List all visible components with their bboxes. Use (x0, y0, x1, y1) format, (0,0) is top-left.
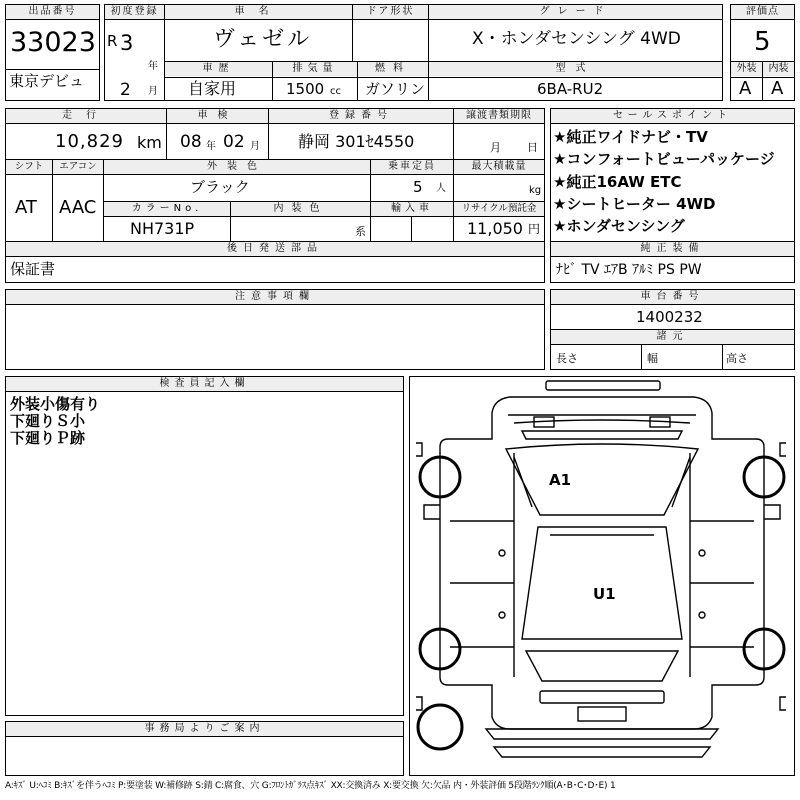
year-number: 3 (120, 31, 134, 55)
shift-value: AT (15, 197, 37, 218)
month-unit: 月 (148, 86, 158, 97)
color-value: ブラック (190, 178, 250, 196)
score-value: 5 (754, 27, 771, 57)
grade-value: X・ホンダセンシング 4WD (472, 29, 681, 49)
displacement-value: 1500 (286, 80, 325, 98)
equipment-header: 純正装備 (551, 242, 794, 256)
damage-mark: U1 (593, 585, 616, 603)
mileage-unit: km (137, 133, 162, 152)
color-header: 外装色 (104, 160, 370, 174)
transfer-header: 譲渡書類期限 (454, 109, 544, 123)
details-section (5, 108, 545, 242)
model-value: 6BA-RU2 (537, 80, 604, 98)
month-number: 2 (120, 80, 131, 100)
exterior-score: A (739, 78, 752, 99)
later-parts-header: 後日発送部品 (6, 242, 544, 256)
sales-point-item: ★純正16AW ETC (553, 173, 682, 191)
inspection-month-unit: 月 (250, 141, 260, 152)
fuel-value: ガソリン (365, 80, 426, 98)
int-color-header: 内装色 (231, 202, 370, 216)
width-label: 幅 (647, 352, 658, 365)
shift-header: シフト (6, 160, 52, 174)
transfer-month-unit: 月 (490, 141, 501, 154)
interior-score: A (771, 78, 784, 99)
history-value: 自家用 (188, 79, 237, 98)
mileage-value: 10,829 (55, 131, 124, 152)
length-label: 長さ (556, 352, 578, 365)
mileage-header: 走行 (6, 109, 166, 123)
history-header: 車歴 (165, 62, 272, 76)
damage-mark: A1 (549, 471, 572, 489)
score-header: 評価点 (731, 5, 794, 19)
lot-no-header: 出品番号 (6, 5, 99, 19)
interior-header: 内装 (763, 62, 794, 76)
office-header: 事務局よりご案内 (6, 722, 403, 736)
ac-value: AAC (59, 197, 97, 218)
door-header: ドア形状 (353, 5, 428, 19)
sales-points-header: セールスポイント (551, 109, 794, 123)
ac-header: エアコン (53, 160, 103, 174)
inspector-note: 下廻りＳ小 (10, 412, 86, 430)
import-header: 輸入車 (371, 202, 453, 216)
year-unit: 年 (148, 61, 158, 72)
recycle-value: 11,050 (467, 219, 523, 238)
inspector-note: 外装小傷有り (10, 395, 101, 413)
inspection-year-unit: 年 (206, 141, 216, 152)
caution-header: 注意事項欄 (6, 290, 544, 304)
sales-point-item: ★ホンダセンシング (553, 217, 685, 235)
chassis-value: 1400232 (636, 308, 703, 326)
color-no-value: NH731P (130, 219, 195, 238)
fuel-header: 燃料 (358, 62, 428, 76)
displacement-header: 排気量 (273, 62, 357, 76)
car-name: ヴェゼル (213, 27, 313, 52)
sales-point-item: ★コンフォートビューパッケージ (553, 150, 775, 168)
era-letter: R (107, 32, 118, 50)
load-header: 最大積載量 (454, 160, 544, 174)
inspection-year: 08 (180, 132, 202, 152)
chassis-header: 車台番号 (551, 290, 794, 304)
inspection-header: 車検 (167, 109, 268, 123)
lot-number: 33023 (10, 27, 96, 58)
int-color-unit: 系 (355, 225, 366, 238)
inspection-month: 02 (223, 132, 245, 152)
capacity-header: 乗車定員 (371, 160, 453, 174)
car-diagram (409, 376, 795, 776)
car-name-header: 車名 (165, 5, 352, 19)
model-header: 型式 (429, 62, 722, 76)
sales-point-item: ★純正ワイドナビ・TV (553, 128, 708, 146)
capacity-unit: 人 (436, 183, 446, 194)
equipment-value: ﾅﾋﾞ TV ｴｱB ｱﾙﾐ PS PW (556, 262, 702, 278)
exterior-header: 外装 (731, 62, 762, 76)
plate-value: 静岡 301ｾ4550 (298, 132, 415, 151)
color-no-header: カラーNo. (104, 202, 230, 216)
sales-point-item: ★シートヒーター 4WD (553, 195, 716, 213)
dims-header: 諸元 (551, 330, 794, 344)
load-unit: kg (529, 185, 542, 196)
grade-header: グレード (429, 5, 722, 19)
transfer-day-unit: 日 (527, 141, 538, 154)
legend-text: A:ｷｽﾞ U:ﾍｺﾐ B:ｷｽﾞを伴うﾍｺﾐ P:要塗装 W:補修跡 S:錆 C:腐食、穴 G:ﾌﾛﾝﾄｶﾞﾗｽ点ｷｽﾞ XX:交換済み X:要交換 欠:欠品 内・外装評価 5段階ﾗﾝｸ順(A･B･C･D･E) 1 (5, 781, 616, 791)
plate-header: 登録番号 (269, 109, 453, 123)
recycle-unit: 円 (528, 222, 541, 236)
later-parts-value: 保証書 (10, 260, 56, 278)
car-diagram-drawing (410, 377, 794, 775)
first-reg-header: 初度登録 (105, 5, 164, 19)
capacity-value: 5 (413, 178, 423, 196)
recycle-header: リサイクル預託金 (454, 202, 544, 216)
displacement-unit: cc (330, 86, 341, 97)
height-label: 高さ (726, 352, 748, 365)
debut-label: 東京デビュ (9, 72, 85, 90)
inspector-header: 検査員記入欄 (6, 377, 403, 391)
inspector-note: 下廻りＰ跡 (10, 429, 86, 447)
